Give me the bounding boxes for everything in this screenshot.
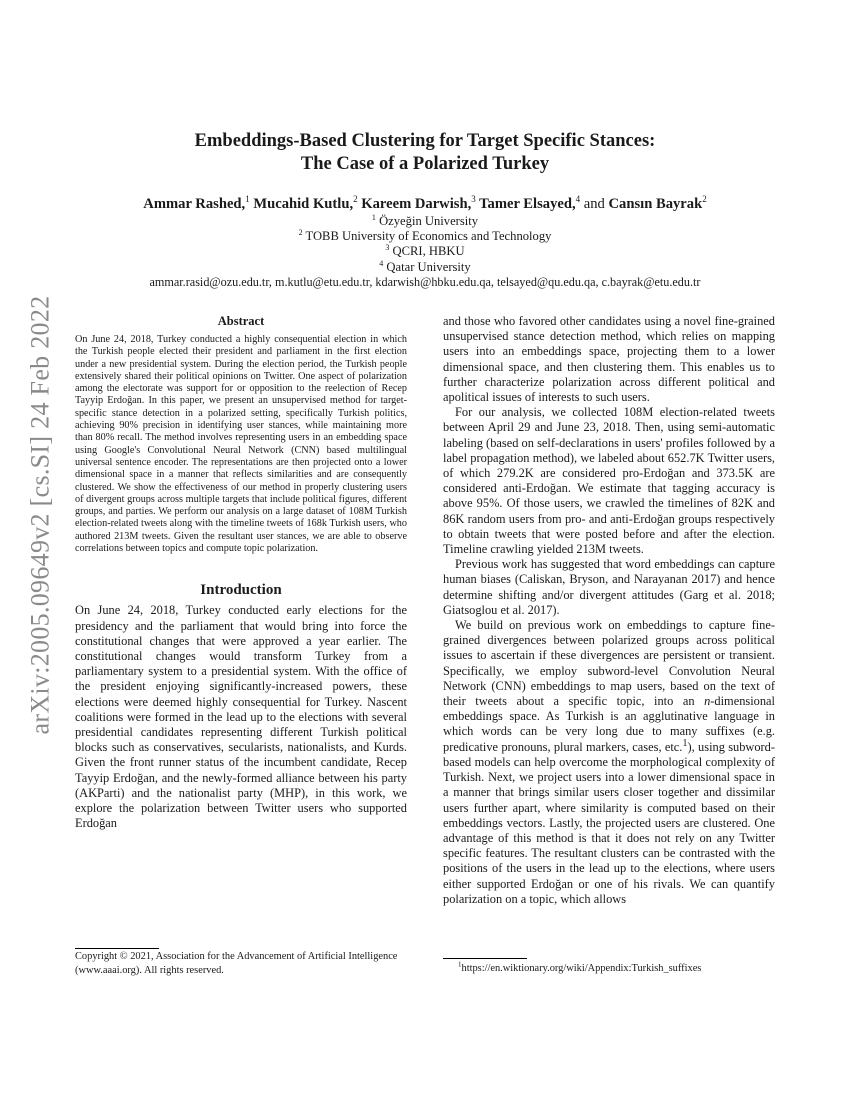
- body-paragraph: and those who favored other candidates using a novel fine-grained unsupervised stance detection method, which relies on mapping users into an embeddings space, projecting them to a lower dimensional space, and then clustering them. This enables us to further characterize polarization across different political and apolitical issues of interests to such users.: [443, 314, 775, 405]
- author-list: [60, 194, 790, 214]
- arxiv-id-text: arXiv:2005.09649v2 [cs.SI] 24 Feb 2022: [25, 295, 55, 735]
- affiliation-list: [60, 214, 790, 275]
- affiliation: $^2$ TOBB University of Economics and Technology: [298, 228, 552, 244]
- arxiv-identifier: [22, 295, 58, 735]
- copyright-notice: Copyright © 2021, Association for the Advancement of Artificial Intelligence (www.aaai.org). All rights reserved.: [75, 951, 398, 976]
- paper-title: [60, 130, 790, 176]
- author-emails: ammar.rasid@ozu.edu.tr, m.kutlu@etu.edu.tr, kdarwish@hbku.edu.qa, telsayed@qu.edu.qa, c.bayrak@etu.edu.tr: [149, 274, 701, 289]
- affiliation: $^4$ Qatar University: [379, 258, 471, 274]
- abstract-text: On June 24, 2018, Turkey conducted a highly consequential election in which the Turkish people elected their president and parliament in the first election under a new presidential system. During the election period, the Turkish people extensively shared their political opinions on Twitter. One aspect of polarization among the electorate was support for or opposition to the reelection of Recep Tayyip Erdoğan. In this paper, we present an unsupervised method for target-specific stance detection in a polarized setting, specifically Turkish politics, achieving 90% precision in identifying user stances, while maintaining more than 80% recall. The method involves representing users in an embedding space using Google's Convolutional Neural Network (CNN) based multilingual universal sentence encoder. The representations are then projected onto a lower dimensional space in a manner that reflects similarities and are consequently clustered. We show the effectiveness of our method in properly clustering users of divergent groups across multiple targets that include political figures, different groups, and parties. We perform our analysis on a large dataset of 108M Turkish election-related tweets along with the timeline tweets of 168k Turkish users, who authored 213M tweets. Given the resultant user stances, we are able to observe correlations between topics and compute topic polarization.: [75, 334, 407, 555]
- authors-conjunction: and: [583, 196, 605, 212]
- author: Mucahid Kutlu,$^2$: [253, 194, 358, 212]
- author: Cansın Bayrak$^2$: [608, 194, 707, 212]
- affiliation: $^3$ QCRI, HBKU: [385, 243, 465, 259]
- left-column: [75, 314, 407, 831]
- title-line-2: The Case of a Polarized Turkey: [300, 154, 550, 174]
- intro-paragraph: On June 24, 2018, Turkey conducted early elections for the presidency and the parliament that would bring into force the constitutional changes that were approved a year earlier. The constitutional changes would transform Turkey from a parliamentary system to a presidential system. With the office of the president enjoying significantly-increased powers, these elections were deemed highly consequential for Turkey. Nascent coalitions were formed in the lead up to the elections with several presidential candidates representing different Turkish political blocks such as conservatives, secularists, nationalists, and Kurds. Given the front runner status of the incumbent candidate, Recep Tayyip Erdoğan, and the newly-formed alliance between his party (AKParti) and the nationalist party (MHP), in this work, we explore the polarization between Twitter users who supported Erdoğan: [75, 603, 407, 831]
- copyright-rule: [75, 948, 159, 949]
- footnote-number: 1: [458, 960, 462, 969]
- body-paragraph: Previous work has suggested that word embeddings can capture human biases (Caliskan, Bryson, and Narayanan 2017) and hence determine shifting and/or divergent attitudes (Garg et al. 2018; Giatsoglou et al. 2017).: [443, 557, 775, 617]
- footnote-marker: 1: [682, 737, 688, 749]
- body-paragraph: We build on previous work on embeddings to capture fine-grained divergences between polarized groups across political issues to ascertain if these divergences are persistent or transient. Specifically, we employ subword-level Convolution Neural Network (CNN) embeddings to map users, based on the text of their tweets about a specific topic, into an n-dimensional embeddings space. As Turkish is an agglutinative language in which words can be very long due to many suffixes (e.g. predicative pronouns, plural markers, cases, etc.$^1$), using subword-based models can help overcome the morphological complexity of Turkish. Next, we project users into a lower dimensional space in a manner that brings similar users closer together and dissimilar users further apart, where similarity is computed based on their embeddings vectors. Lastly, the projected users are clustered. One advantage of this method is that it does not rely on any Twitter specific features. The resultant clusters can be contrasted with the positions of the users in the lead up to the elections, where users either supported Erdoğan or one of his rivals. We can quantify polarization on a topic, which allows: [443, 618, 775, 906]
- right-column: [443, 314, 775, 907]
- author: Kareem Darwish,$^3$: [361, 194, 476, 212]
- math-n: n: [704, 694, 711, 709]
- paper-header: [60, 130, 790, 290]
- body-paragraph: For our analysis, we collected 108M election-related tweets between April 29 and June 23, 2018. Then, using semi-automatic labeling (based on self-declarations in users' profiles followed by a label propagation method), we labeled about 652.7K Twitter users, of which 279.2K are considered pro-Erdoğan and 373.5K are considered anti-Erdoğan. We estimate that tagging accuracy is above 95%. Of those users, we crawled the timelines of 82K and 86K random users from pro- and anti-Erdoğan groups respectively to obtain tweets that were posted before and after the election. Timeline crawling yielded 213M tweets.: [443, 405, 775, 557]
- title-line-1: Embeddings-Based Clustering for Target Specific Stances:: [194, 131, 656, 151]
- footnote-rule: [443, 958, 527, 959]
- introduction-heading: Introduction: [200, 582, 282, 599]
- author: Tamer Elsayed,$^4$: [479, 194, 581, 212]
- affiliation: $^1$ Özyeğin University: [371, 212, 479, 228]
- footnote-url[interactable]: https://en.wiktionary.org/wiki/Appendix:Turkish_suffixes: [461, 963, 702, 974]
- author: Ammar Rashed,$^1$: [143, 194, 250, 212]
- abstract-heading: Abstract: [217, 314, 265, 328]
- footnote: [458, 962, 701, 975]
